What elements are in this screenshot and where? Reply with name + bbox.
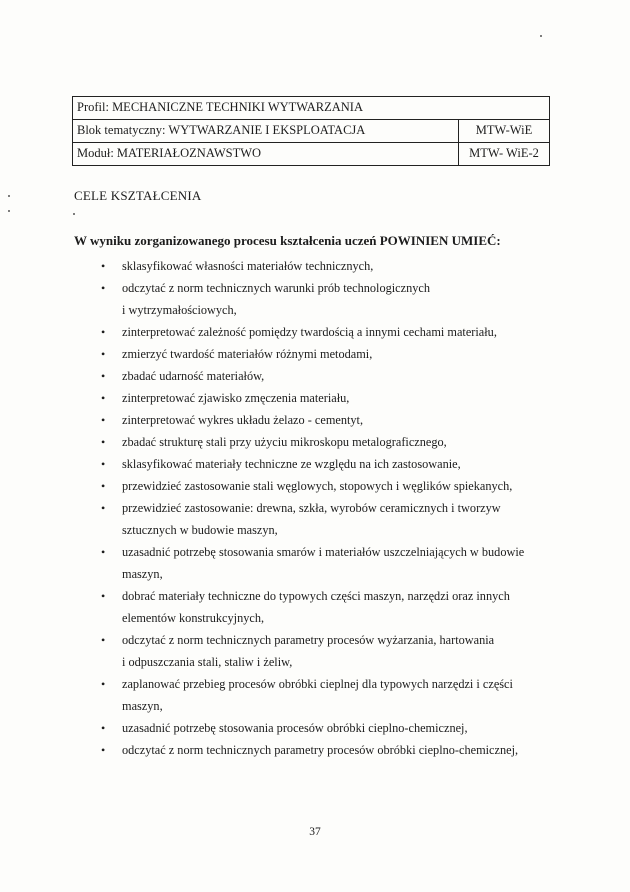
bullet-icon: • — [101, 413, 106, 427]
bullet-icon: • — [101, 259, 106, 273]
goal-item-continuation: i odpuszczania stali, staliw i żeliw, — [122, 655, 293, 669]
intro-sentence: W wyniku zorganizowanego procesu kształcenia uczeń POWINIEN UMIEĆ: — [74, 233, 501, 248]
goal-item-text: przewidzieć zastosowanie stali węglowych, stopowych i węglików spiekanych, — [122, 479, 513, 493]
bullet-icon: • — [101, 479, 106, 493]
block-row — [73, 120, 550, 143]
scan-speck — [540, 35, 542, 37]
bullet-icon: • — [101, 325, 106, 339]
goal-item-continuation: maszyn, — [122, 699, 163, 713]
bullet-icon: • — [101, 501, 106, 515]
goal-item-text: uzasadnić potrzebę stosowania procesów obróbki cieplno-chemicznej, — [122, 721, 468, 735]
bullet-icon: • — [101, 369, 106, 383]
module-code-cell: MTW- WiE-2 — [459, 143, 550, 166]
goal-item-continuation: maszyn, — [122, 567, 163, 581]
bullet-icon: • — [101, 743, 106, 757]
bullet-icon: • — [101, 633, 106, 647]
goal-item-text: zinterpretować zjawisko zmęczenia materiału, — [122, 391, 350, 405]
goal-item — [0, 673, 552, 717]
goal-item — [0, 453, 552, 475]
bullet-icon: • — [101, 545, 106, 559]
bullet-icon: • — [101, 457, 106, 471]
scan-speck — [73, 213, 75, 215]
bullet-icon: • — [101, 347, 106, 361]
module-header-table — [72, 96, 550, 166]
goal-item — [0, 717, 552, 739]
goal-item — [0, 629, 552, 673]
goal-item — [0, 585, 552, 629]
goal-item-text: zinterpretować zależność pomiędzy twardością a innymi cechami materiału, — [122, 325, 497, 339]
profile-row — [73, 97, 550, 120]
bullet-icon: • — [101, 589, 106, 603]
goal-item-text: zinterpretować wykres układu żelazo - cementyt, — [122, 413, 364, 427]
goal-item — [0, 255, 552, 277]
goal-item — [0, 497, 552, 541]
goal-item-text: zmierzyć twardość materiałów różnymi metodami, — [122, 347, 373, 361]
goal-item-text: dobrać materiały techniczne do typowych części maszyn, narzędzi oraz innych — [122, 589, 510, 603]
goal-item-text: przewidzieć zastosowanie: drewna, szkła, wyrobów ceramicznych i tworzyw — [122, 501, 501, 515]
goal-item — [0, 541, 552, 585]
goal-item-text: zaplanować przebieg procesów obróbki cieplnej dla typowych narzędzi i części — [122, 677, 513, 691]
goal-list — [0, 255, 552, 761]
section-title: CELE KSZTAŁCENIA — [74, 188, 202, 203]
goal-item-text: odczytać z norm technicznych parametry procesów obróbki cieplno-chemicznej, — [122, 743, 519, 757]
goal-item — [0, 739, 552, 761]
page-number: 37 — [309, 826, 321, 838]
goal-item-continuation: elementów konstrukcyjnych, — [122, 611, 265, 625]
goal-item-text: uzasadnić potrzebę stosowania smarów i materiałów uszczelniających w budowie — [122, 545, 525, 559]
bullet-icon: • — [101, 391, 106, 405]
goal-item-text: sklasyfikować materiały techniczne ze względu na ich zastosowanie, — [122, 457, 461, 471]
goal-item-continuation: sztucznych w budowie maszyn, — [122, 523, 278, 537]
goal-item — [0, 475, 552, 497]
goal-item — [0, 409, 552, 431]
goal-item-text: odczytać z norm technicznych parametry procesów wyżarzania, hartowania — [122, 633, 495, 647]
goal-item — [0, 321, 552, 343]
goal-item — [0, 277, 552, 321]
block-code-cell: MTW-WiE — [459, 120, 550, 143]
module-label-cell: Moduł: MATERIAŁOZNAWSTWO — [73, 143, 459, 166]
scan-speck — [8, 195, 10, 197]
goal-item-text: sklasyfikować własności materiałów technicznych, — [122, 259, 374, 273]
goal-item-text: zbadać strukturę stali przy użyciu mikroskopu metalograficznego, — [122, 435, 447, 449]
module-row — [73, 143, 550, 166]
bullet-icon: • — [101, 721, 106, 735]
bullet-icon: • — [101, 281, 106, 295]
bullet-icon: • — [101, 677, 106, 691]
goal-item-text: odczytać z norm technicznych warunki prób technologicznych — [122, 281, 430, 295]
bullet-icon: • — [101, 435, 106, 449]
goal-item-text: zbadać udarność materiałów, — [122, 369, 265, 383]
goal-item — [0, 365, 552, 387]
goal-item — [0, 387, 552, 409]
block-label-cell: Blok tematyczny: WYTWARZANIE I EKSPLOATACJA — [73, 120, 459, 143]
profile-cell: Profil: MECHANICZNE TECHNIKI WYTWARZANIA — [73, 97, 550, 120]
goal-item — [0, 343, 552, 365]
goal-item-continuation: i wytrzymałościowych, — [122, 303, 237, 317]
goal-item — [0, 431, 552, 453]
scan-speck — [8, 210, 10, 212]
